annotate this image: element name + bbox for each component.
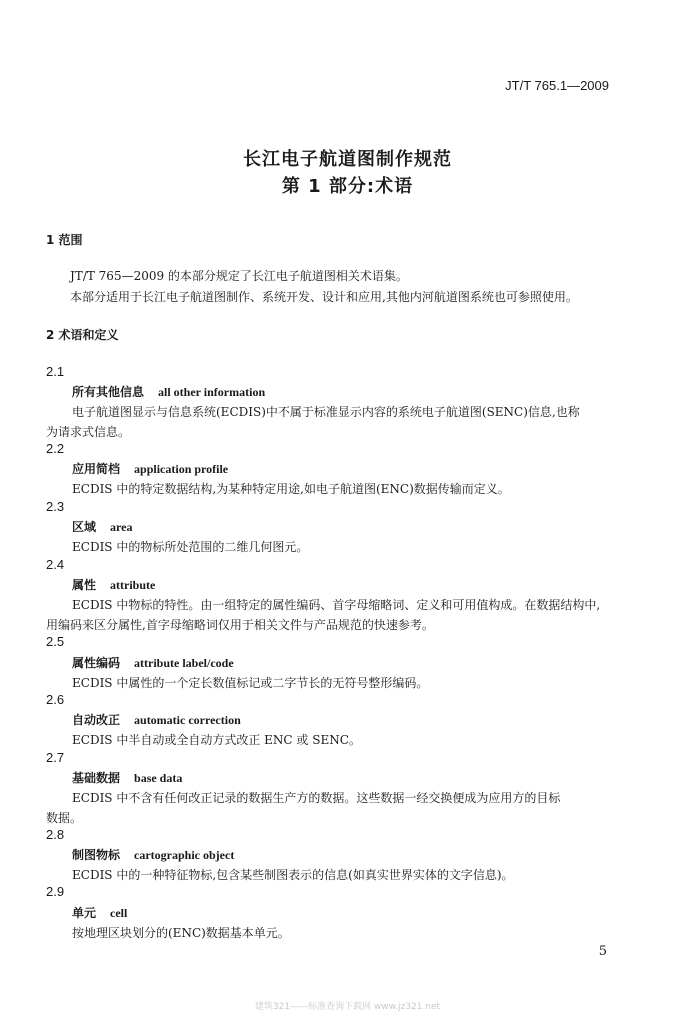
term-chinese: 区域 [72, 520, 97, 534]
term-chinese: 属性 [72, 578, 97, 592]
term-chinese: 自动改正 [72, 713, 121, 727]
term-definition: ECDIS 中的一种特征物标,包含某些制图表示的信息(如真实世界实体的文字信息)。 [72, 868, 514, 882]
clause-number: 2.1 [46, 364, 65, 379]
term-heading [72, 769, 182, 786]
term-definition-continued: 数据。 [46, 811, 83, 825]
term-english: base data [134, 771, 183, 785]
clause-number: 2.8 [46, 827, 65, 842]
watermark: 建筑321——标准查询下载网 www.jz321.net [254, 1002, 441, 1012]
term-definition: ECDIS 中属性的一个定长数值标记或二字节长的无符号整形编码。 [72, 676, 429, 690]
document-subtitle: 第 1 部分:术语 [281, 176, 414, 197]
term-english: attribute label/code [134, 656, 234, 670]
term-heading [72, 383, 265, 400]
section-2-heading: 2 术语和定义 [46, 328, 119, 342]
term-definition: ECDIS 中物标的特性。由一组特定的属性编码、首字母缩略词、定义和可用值构成。在数据结构中, [72, 598, 601, 612]
standard-code-header: JT/T 765.1—2009 [505, 78, 609, 93]
term-definition-continued: 为请求式信息。 [46, 425, 131, 439]
term-chinese: 属性编码 [72, 656, 121, 670]
clause-number: 2.5 [46, 634, 65, 649]
term-english: attribute [110, 578, 156, 592]
clause-number: 2.2 [46, 441, 65, 456]
term-heading [72, 904, 127, 921]
term-chinese: 单元 [72, 906, 97, 920]
scope-paragraph-2: 本部分适用于长江电子航道图制作、系统开发、设计和应用,其他内河航道图系统也可参照使用。 [70, 290, 578, 304]
term-english: automatic correction [134, 713, 241, 727]
term-chinese: 应用简档 [72, 462, 121, 476]
clause-number: 2.6 [46, 692, 65, 707]
term-chinese: 基础数据 [72, 771, 121, 785]
term-definition: 按地理区块划分的(ENC)数据基本单元。 [72, 926, 290, 940]
term-english: cell [110, 906, 128, 920]
term-definition-continued: 用编码来区分属性,首字母缩略词仅用于相关文件与产品规范的快速参考。 [46, 618, 434, 632]
clause-number: 2.4 [46, 557, 65, 572]
term-heading [72, 846, 234, 863]
term-definition: ECDIS 中的特定数据结构,为某种特定用途,如电子航道图(ENC)数据传输而定义。 [72, 482, 510, 496]
term-heading [72, 460, 228, 477]
term-definition: 电子航道图显示与信息系统(ECDIS)中不属于标准显示内容的系统电子航道图(SENC)信息,也称 [72, 405, 580, 419]
term-heading [72, 654, 234, 671]
term-definition: ECDIS 中不含有任何改正记录的数据生产方的数据。这些数据一经交换便成为应用方的目标 [72, 791, 561, 805]
clause-number: 2.9 [46, 884, 65, 899]
clause-number: 2.3 [46, 499, 65, 514]
term-chinese: 所有其他信息 [72, 385, 145, 399]
page-number: 5 [598, 944, 607, 959]
term-heading [72, 518, 132, 535]
term-definition: ECDIS 中的物标所处范围的二维几何图元。 [72, 540, 309, 554]
term-english: all other information [158, 385, 266, 399]
term-heading [72, 576, 155, 593]
term-heading [72, 711, 241, 728]
section-1-heading: 1 范围 [46, 233, 83, 247]
clause-number: 2.7 [46, 750, 65, 765]
term-english: area [110, 520, 133, 534]
document-title: 长江电子航道图制作规范 [243, 149, 452, 170]
term-english: cartographic object [134, 848, 235, 862]
scope-paragraph-1: JT/T 765—2009 的本部分规定了长江电子航道图相关术语集。 [70, 269, 408, 283]
term-english: application profile [134, 462, 229, 476]
term-definition: ECDIS 中半自动或全自动方式改正 ENC 或 SENC。 [72, 733, 361, 747]
term-chinese: 制图物标 [72, 848, 121, 862]
